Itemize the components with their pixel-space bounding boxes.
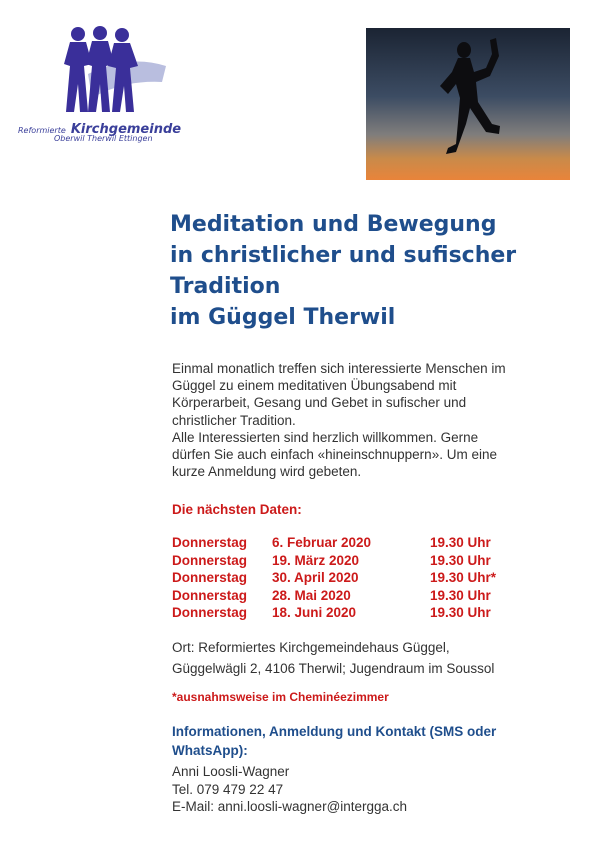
location-line: Ort: Reformiertes Kirchgemeindehaus Güggel, (172, 640, 450, 655)
intro-line: Körperarbeit, Gesang und Gebet in sufischer und (172, 395, 467, 411)
intro-line: Güggel zu einem meditativen Übungsabend mit (172, 378, 457, 394)
contact-phone: Tel. 079 479 22 47 (172, 781, 284, 797)
intro-line: christlicher Tradition. (172, 412, 296, 428)
intro-line: kurze Anmeldung wird gebeten. (172, 464, 362, 480)
schedule-time: 19.30 Uhr* (430, 570, 497, 585)
schedule-heading: Die nächsten Daten: (172, 502, 302, 517)
contact-heading-line: WhatsApp): (172, 743, 248, 758)
schedule-day: Donnerstag (172, 587, 248, 603)
schedule-date: 19. März 2020 (272, 552, 360, 568)
schedule-time: 19.30 Uhr (430, 605, 491, 620)
page-title (170, 209, 580, 333)
schedule-time: 19.30 Uhr (430, 587, 491, 603)
location-line: Güggelwägli 2, 4106 Therwil; Jugendraum im Soussol (172, 661, 495, 676)
intro-line: Alle Interessierten sind herzlich willkommen. Gerne (172, 429, 479, 445)
intro-line: dürfen Sie auch einfach «hineinschnuppern». Um eine (172, 447, 497, 463)
schedule-day: Donnerstag (172, 570, 248, 585)
schedule-day: Donnerstag (172, 552, 248, 568)
schedule-date: 18. Juni 2020 (272, 605, 357, 620)
schedule-time: 19.30 Uhr (430, 535, 491, 550)
logo-name: Kirchgemeinde (70, 122, 182, 137)
title-line: Tradition (170, 274, 281, 299)
contact-heading-line: Informationen, Anmeldung und Kontakt (SMS oder (172, 724, 497, 739)
intro-paragraph (172, 360, 572, 480)
schedule-time: 19.30 Uhr (430, 552, 491, 568)
location-info (172, 637, 494, 679)
contact-heading (172, 722, 496, 760)
contact-name: Anni Loosli-Wagner (172, 764, 290, 779)
title-line: in christlicher und sufischer (170, 243, 517, 268)
title-line: im Güggel Therwil (170, 305, 396, 330)
intro-line: Einmal monatlich treffen sich interessierte Menschen im (172, 361, 506, 376)
schedule-date: 30. April 2020 (272, 570, 359, 585)
footnote: *ausnahmsweise im Cheminéezimmer (172, 690, 389, 704)
logo-prefix: Reformierte (18, 126, 66, 135)
schedule-day: Donnerstag (172, 605, 248, 620)
three-people-logo-icon (58, 24, 168, 116)
schedule-date: 28. Mai 2020 (272, 587, 351, 603)
schedule-day: Donnerstag (172, 535, 248, 550)
church-logo (14, 24, 182, 154)
logo-subtitle: Oberwil Therwil Ettingen (54, 134, 153, 143)
silhouette-dancer-photo (366, 28, 570, 180)
contact-email: E-Mail: anni.loosli-wagner@intergga.ch (172, 799, 408, 814)
schedule-date: 6. Februar 2020 (272, 535, 372, 550)
title-line: Meditation und Bewegung (170, 212, 497, 237)
contact-info (172, 763, 407, 816)
